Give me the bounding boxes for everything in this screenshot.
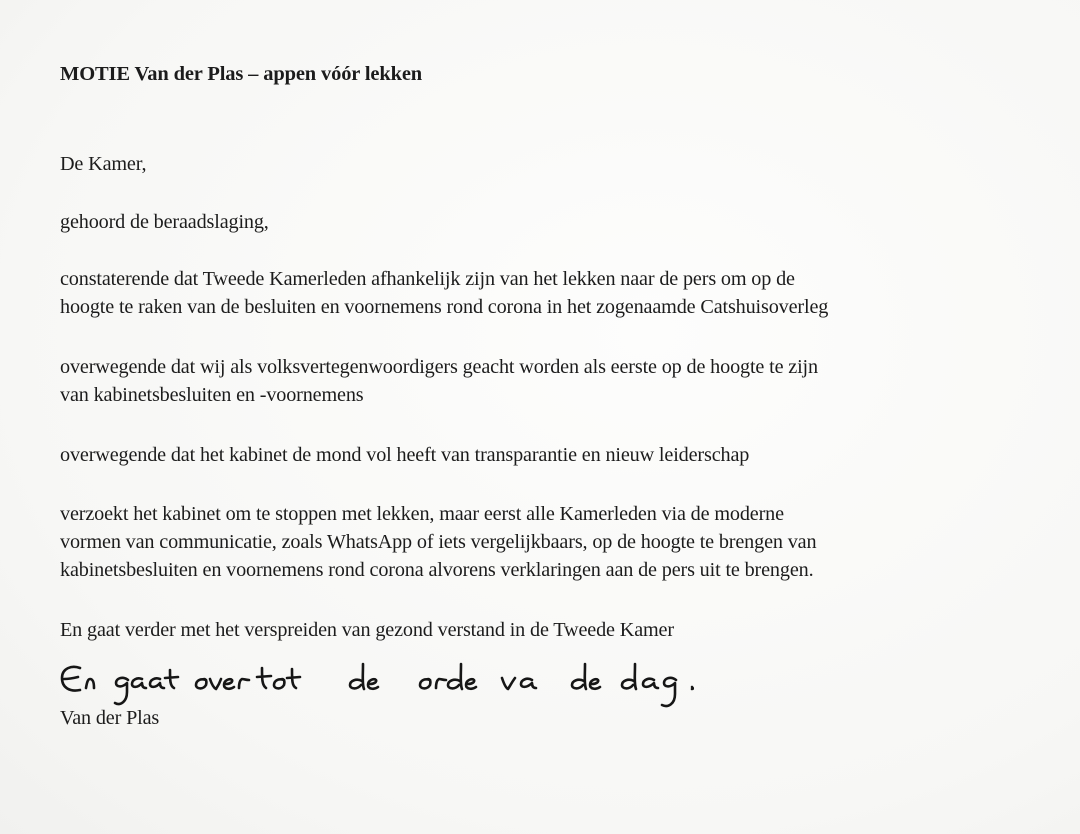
paragraph-line: vormen van communicatie, zoals WhatsApp of iets vergelijkbaars, op de hoogte te brengen van [60,531,817,553]
motion-title: MOTIE Van der Plas – appen vóór lekken [60,63,423,85]
signature-name: Van der Plas [60,707,160,729]
handwritten-note [58,652,798,710]
paragraph-line: constaterende dat Tweede Kamerleden afhankelijk zijn van het lekken naar de pers om op de [60,268,795,290]
heard-deliberation: gehoord de beraadslaging, [60,211,269,233]
paragraph-line: kabinetsbesluiten en voornemens rond corona alvorens verklaringen aan de pers uit te brengen. [60,559,814,581]
salutation: De Kamer, [60,153,147,175]
paragraph-line: van kabinetsbesluiten en -voornemens [60,384,364,406]
paragraph-line: verzoekt het kabinet om te stoppen met lekken, maar eerst alle Kamerleden via de moderne [60,503,784,525]
paragraph-line: overwegende dat wij als volksvertegenwoordigers geacht worden als eerste op de hoogte te zijn [60,356,818,378]
closing-line: En gaat verder met het verspreiden van gezond verstand in de Tweede Kamer [60,619,674,641]
handwritten-note-drawing [58,652,798,710]
paragraph-line: overwegende dat het kabinet de mond vol heeft van transparantie en nieuw leiderschap [60,444,750,466]
paragraph-line: hoogte te raken van de besluiten en voornemens rond corona in het zogenaamde Catshuisoverleg [60,296,829,318]
